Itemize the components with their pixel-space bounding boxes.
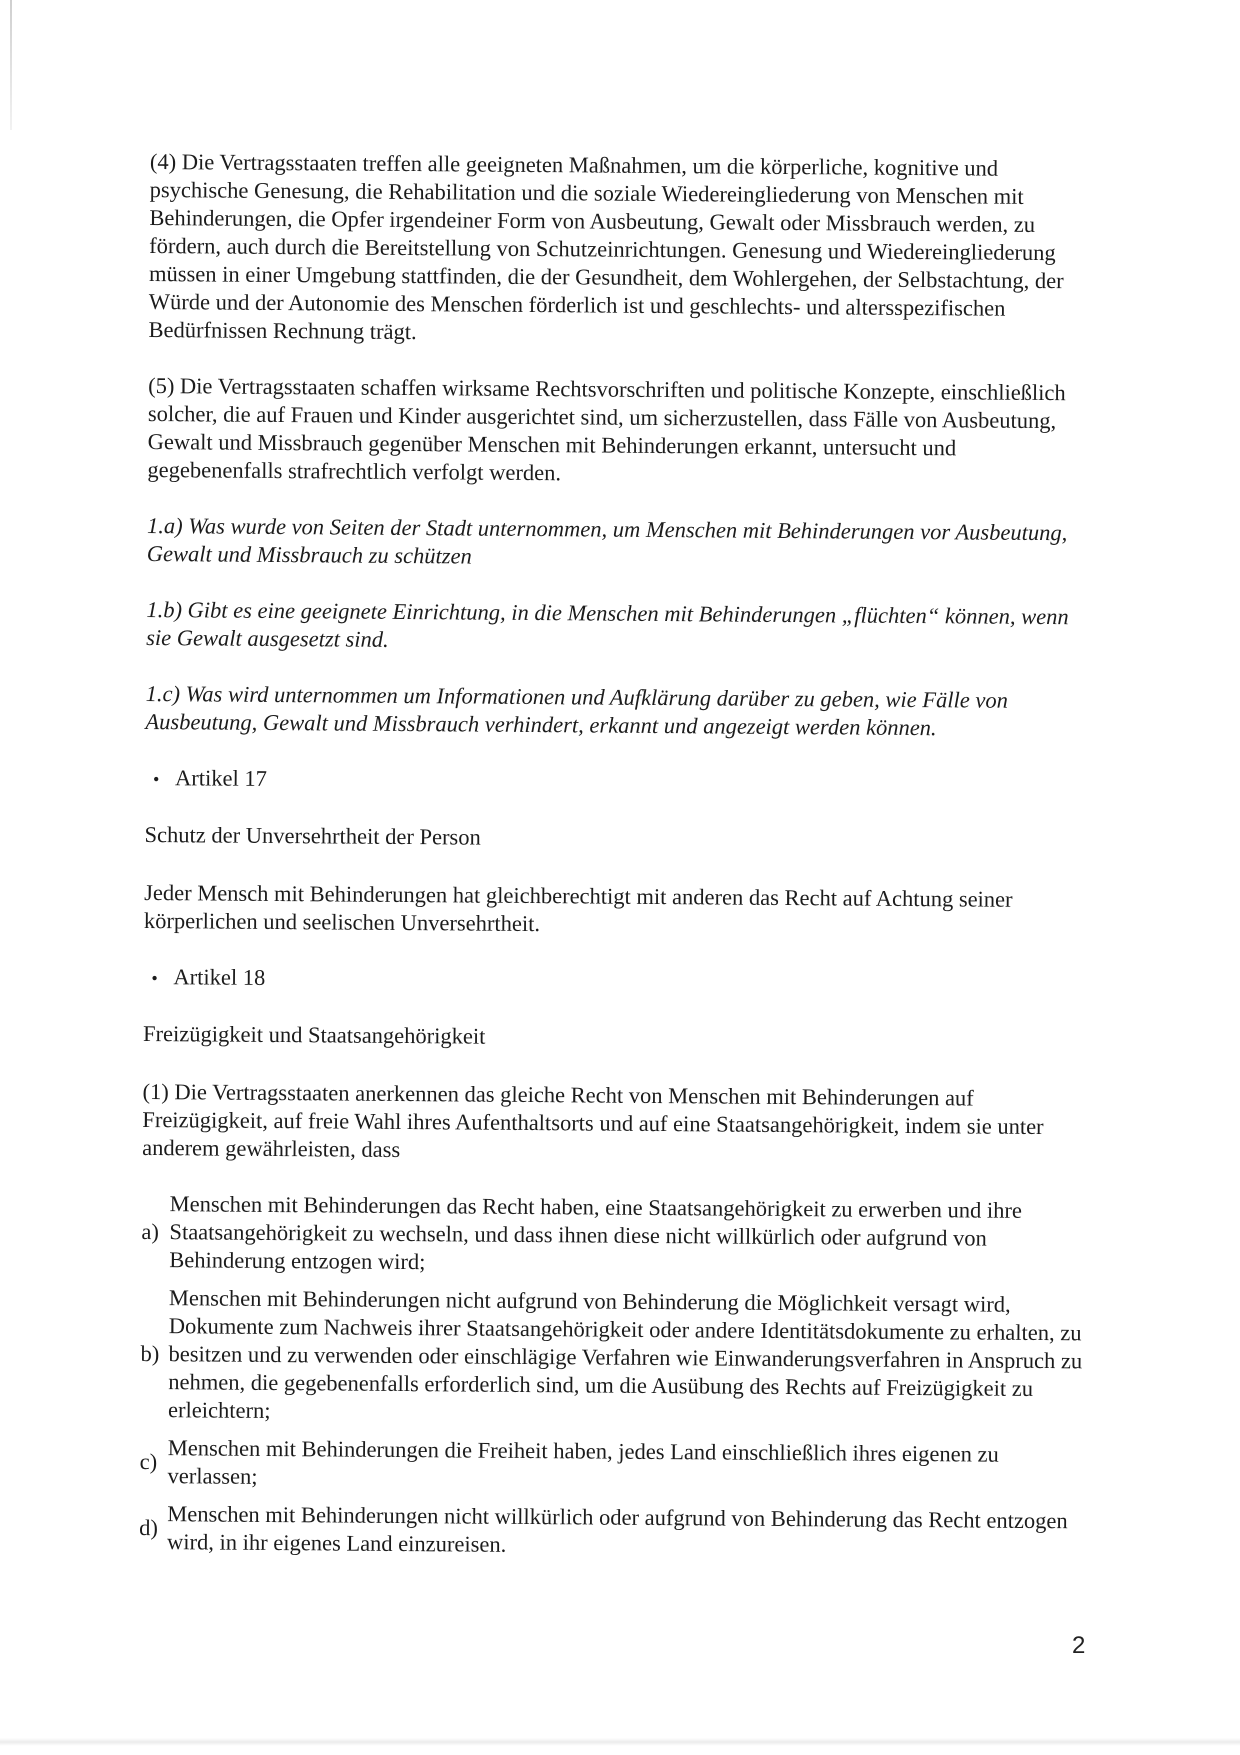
article-18-text: (1) Die Vertragsstaaten anerkennen das gleiche Recht von Menschen mit Behinderungen auf Freizügigkeit, auf freie Wahl ihres Aufenthaltsorts und auf eine Staatsangehörigkeit, indem sie unter anderem gewährleisten, dass (142, 1078, 1044, 1162)
document-body (139, 148, 1095, 1573)
article-17-title: Schutz der Unversehrtheit der Person (144, 821, 481, 850)
article-18-label (143, 963, 1088, 999)
article-18-title: Freizügigkeit und Staatsangehörigkeit (142, 1020, 486, 1049)
list-item-letter: a) (141, 1218, 160, 1245)
paragraph-4: (4) Die Vertragsstaaten treffen alle geeigneten Maßnahmen, um die körperliche, kognitive und psychische Genesung, die Rehabilitation und die soziale Wiedereingliederung von Menschen mit Behinderungen, die Opfer irgendeiner Form von Ausbeutung, Gewalt oder Missbrauch werden, zu fördern, auch durch die Bereitstellung von Schutzeinrichtungen. Genesung und Wiedereingliederung müssen in einer Umgebung stattfinden, die der Gesundheit, dem Wohlergehen, der Selbstachtung, der Würde und der Autonomie des Menschen förderlich ist und geschlechts- und altersspezifischen Bedürfnissen Rechnung trägt. (148, 148, 1064, 345)
article-18-list (139, 1190, 1087, 1563)
list-item-text: Menschen mit Behinderungen das Recht haben, eine Staatsangehörigkeit zu erwerben und ihre Staatsangehörigkeit zu wechseln, und dass ihnen diese nicht willkürlich oder aufgrund von Behinderung entzogen wird; (169, 1191, 1023, 1275)
scan-edge-left (10, 0, 12, 130)
paragraph-5: (5) Die Vertragsstaaten schaffen wirksame Rechtsvorschriften und politische Konzepte, einschließlich solcher, die auf Frauen und Kinder ausgerichtet sind, um sicherzustellen, dass Fälle von Ausbeutung, Gewalt und Missbrauch gegenüber Menschen mit Behinderungen erkannt, untersucht und gegebenenfalls strafrechtlich verfolgt werden. (147, 372, 1066, 486)
list-item-text: Menschen mit Behinderungen die Freiheit haben, jedes Land einschließlich ihres eigenen zu verlassen; (167, 1435, 999, 1489)
list-item (139, 1500, 1084, 1563)
list-item-text: Menschen mit Behinderungen nicht aufgrund von Behinderung die Möglichkeit versagt wird, Dokumente zum Nachweis ihrer Staatsangehörigkeit oder andere Identitätsdokumente zu erhalten, zu besitzen und zu verwenden oder einschlägige Verfahren wie Einwanderungsverfahren in Anspruch zu nehmen, die gegebenenfalls erforderlich sind, um die Ausübung des Rechts auf Freizügigkeit zu erleichtern; (167, 1285, 1083, 1423)
list-item (140, 1284, 1086, 1431)
list-item-letter: b) (140, 1340, 160, 1367)
list-item-letter: c) (139, 1448, 158, 1475)
list-item-text: Menschen mit Behinderungen nicht willkürlich oder aufgrund von Behinderung das Recht entzogen wird, in ihr eigenes Land einzureisen. (166, 1501, 1068, 1557)
list-item (141, 1190, 1087, 1281)
article-17-text: Jeder Mensch mit Behinderungen hat gleichberechtigt mit anderen das Recht auf Achtung seiner körperlichen und seelischen Unversehrtheit. (143, 879, 1013, 937)
article-17-label-text: Artikel 17 (174, 765, 268, 791)
list-item-letter: d) (139, 1514, 159, 1541)
bullet-icon: • (152, 769, 160, 790)
question-1b: 1.b) Gibt es eine geeignete Einrichtung, in die Menschen mit Behinderungen „flüchten“ können, wenn sie Gewalt ausgesetzt sind. (146, 596, 1069, 652)
page-number: 2 (1072, 1632, 1086, 1659)
article-17-label (145, 764, 1090, 800)
list-item (139, 1434, 1084, 1497)
article-18-label-text: Artikel 18 (173, 964, 266, 990)
scan-edge-bottom (0, 1738, 1240, 1746)
bullet-icon: • (151, 968, 158, 989)
question-1c: 1.c) Was wird unternommen um Informationen und Aufklärung darüber zu geben, wie Fälle von Ausbeutung, Gewalt und Missbrauch verhindert, erkannt und angezeigt werden können. (145, 680, 1009, 741)
question-1a: 1.a) Was wurde von Seiten der Stadt unternommen, um Menschen mit Behinderungen vor Ausbeutung, Gewalt und Missbrauch zu schützen (146, 512, 1068, 569)
